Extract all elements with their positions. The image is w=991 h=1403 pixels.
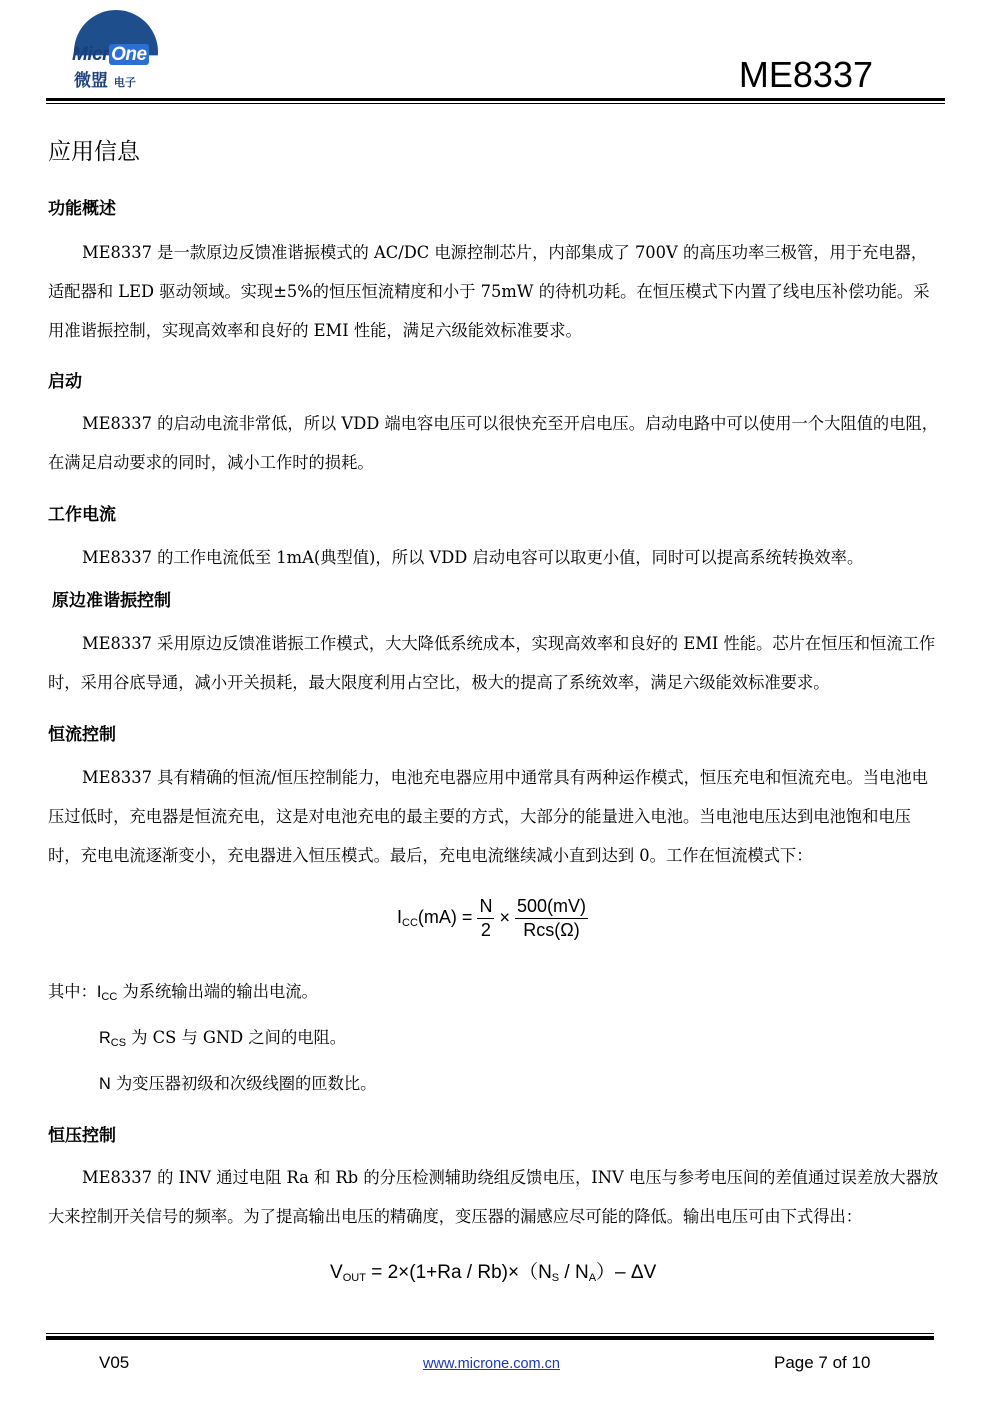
heading-overview: 功能概述 [48, 199, 116, 219]
heading-cc-control: 恒流控制 [48, 725, 116, 745]
heading-qr-control: 原边准谐振控制 [52, 591, 171, 611]
paragraph-cc-control: ME8337 具有精确的恒流/恒压控制能力，电池充电器应用中通常具有两种运作模式，恒压充电和恒流充电。当电池电压过低时，充电器是恒流充电，这是对电池充电的最主要的方式，大部分的能量进入电池。当电池电压达到电池饱和电压时，充电电流逐渐变小，充电器进入恒压模式。最后，充电电流继续减小直到达到 0。工作在恒流模式下： [48, 768, 928, 865]
paragraph-startup: ME8337 的启动电流非常低，所以 VDD 端电容电压可以很快充至开启电压。启动电路中可以使用一个大阻值的电阻，在满足启动要求的同时，减小工作时的损耗。 [48, 414, 939, 472]
footer-page-number: Page 7 of 10 [774, 1353, 871, 1372]
where-line-icc: 其中：$I_{CC}$ 为系统输出端的输出电流。 [48, 982, 318, 1003]
model-number: ME8337 [738, 54, 873, 95]
heading-operating-current: 工作电流 [48, 505, 116, 525]
heading-cv-control: 恒压控制 [48, 1126, 116, 1146]
paragraph-cv-control: ME8337 的 INV 通过电阻 Ra 和 Rb 的分压检测辅助绕组反馈电压，INV 电压与参考电压间的差值通过误差放大器放大来控制开关信号的频率。为了提高输出电压的精确度，变压器的漏感应尽可能的降低。输出电压可由下式得出： [48, 1168, 939, 1226]
page-title: 应用信息 [48, 139, 140, 165]
formula-icc-fraction-1: $\frac{N}{2}$ [479, 896, 493, 940]
logo-chinese-text: 微盟 电子 [74, 71, 136, 91]
where-line-n: N 为变压器初级和次级线圈的匝数比。 [99, 1074, 377, 1093]
footer-version: V05 [99, 1353, 130, 1372]
paragraph-overview: ME8337 是一款原边反馈准谐振模式的 AC/DC 电源控制芯片，内部集成了 700V 的高压功率三极管，用于充电器，适配器和 LED 驱动领域。实现±5%的恒压恒流精度和小于 75mW 的待机功耗。在恒压模式下内置了线电压补偿功能。采用准谐振控制，实现高效率和良好的 EMI 性能，满足六级能效标准要求。 [48, 243, 930, 340]
header-rule-thick [46, 98, 945, 101]
formula-vout: $V_{OUT} = 2\times(1+Ra / Rb)\times(N_S / N_A)-$ ΔV [330, 1262, 657, 1284]
logo-latin-text: Micr One [72, 44, 147, 65]
company-logo [70, 10, 162, 90]
header-rule-thin [46, 103, 945, 104]
footer-website-link[interactable]: www.microne.com.cn [423, 1356, 560, 1372]
paragraph-qr-control: ME8337 采用原边反馈准谐振工作模式，大大降低系统成本，实现高效率和良好的 EMI 性能。芯片在恒压和恒流工作时，采用谷底导通，减小开关损耗，最大限度利用占空比，极大的提高了系统效率，满足六级能效标准要求。 [48, 634, 936, 692]
footer-rule-thick [46, 1336, 934, 1340]
formula-icc [397, 895, 588, 942]
where-line-rcs: $R_{CS}$ 为 CS 与 GND 之间的电阻。 [99, 1028, 347, 1049]
formula-icc-lhs: $I_{CC}(mA)$ = [397, 907, 473, 930]
heading-startup: 启动 [48, 372, 82, 392]
formula-icc-fraction-2: $\frac{500(mV)}{\text{Rcs(Ω)}}$ [516, 896, 587, 940]
formula-icc-times: × [499, 907, 510, 928]
paragraph-operating-current: ME8337 的工作电流低至 1mA(典型值)，所以 VDD 启动电容可以取更小值，同时可以提高系统转换效率。 [82, 548, 864, 567]
footer-rule-thin [46, 1333, 934, 1334]
